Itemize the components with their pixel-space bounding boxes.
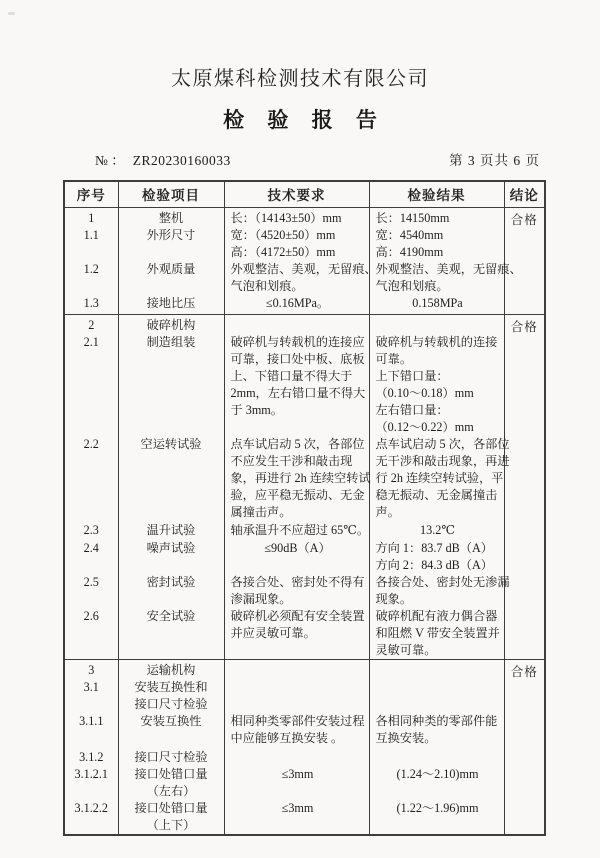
- seq-cell: [64, 574, 118, 608]
- cell-line: 3.1: [83, 680, 99, 694]
- result-cell: [369, 800, 504, 835]
- column-header: 序号: [64, 181, 118, 207]
- item-cell: [118, 749, 224, 766]
- seq-cell: [64, 660, 118, 680]
- cell-line: 上下错口量：: [375, 369, 449, 383]
- cell-line: (1.24～2.10)mm: [396, 767, 479, 781]
- seq-cell: [64, 227, 118, 244]
- requirement-cell: [224, 713, 369, 749]
- table-row: [64, 334, 545, 436]
- cell-line: 整机: [158, 210, 184, 225]
- result-cell: [369, 766, 504, 800]
- cell-line: ≤0.16MPa。: [265, 295, 330, 310]
- cell-line: 2.1: [83, 335, 99, 349]
- result-cell: [369, 207, 504, 227]
- cell-line: 1.1: [83, 227, 99, 242]
- table-row: [64, 766, 545, 800]
- table-row: [64, 227, 545, 244]
- cell-line: 外观整洁、美观，无留痕、: [230, 261, 377, 276]
- report-title: 检 验 报 告: [223, 108, 386, 132]
- cell-line: 接口处错口量: [134, 801, 208, 815]
- table-row: [64, 800, 545, 835]
- result-cell: [369, 315, 504, 335]
- conclusion-cell: 合格: [504, 660, 545, 836]
- cell-line: 轴承温升不应超过 65℃。: [230, 523, 370, 537]
- requirement-cell: [224, 608, 369, 660]
- item-cell: [118, 679, 224, 713]
- item-cell: [118, 800, 224, 835]
- cell-line: 1.2: [83, 261, 99, 276]
- inspection-table: [63, 180, 546, 836]
- seq-cell: [64, 679, 118, 713]
- seq-cell: [64, 436, 118, 522]
- seq-cell: [64, 207, 118, 227]
- cell-line: 破碎机配有液力偶合器: [375, 609, 498, 623]
- item-cell: [118, 713, 224, 749]
- cell-line: 高：4190mm: [375, 244, 444, 259]
- seq-cell: [64, 261, 118, 295]
- column-header: 结论: [504, 181, 545, 207]
- cell-line: 于 3mm。: [230, 403, 283, 417]
- table-row: [64, 749, 545, 766]
- result-cell: [369, 227, 504, 244]
- cell-line: 制造组装: [146, 335, 196, 349]
- report-number: [95, 149, 231, 169]
- requirement-cell: [224, 540, 369, 574]
- cell-line: ≤3mm: [281, 767, 314, 781]
- cell-line: 左右错口量：: [375, 403, 449, 417]
- cell-line: 2.2: [83, 437, 99, 451]
- cell-line: 点车试启动 5 次，各部位: [230, 437, 365, 451]
- column-header: 检验结果: [369, 181, 504, 207]
- requirement-cell: [224, 261, 377, 295]
- cell-line: 属撞击声。: [230, 505, 292, 519]
- cell-line: 3.1.2: [79, 750, 104, 764]
- item-cell: [118, 660, 224, 680]
- cell-line: 象，再进行 2h 连续空转试: [230, 471, 371, 485]
- seq-cell: [64, 749, 118, 766]
- requirement-cell: [224, 679, 369, 713]
- cell-line: 各接合处、密封处不得有: [230, 575, 365, 589]
- cell-line: 2.3: [83, 523, 99, 537]
- cell-line: 3.1.1: [79, 714, 104, 728]
- cell-line: 气泡和划痕。: [375, 278, 449, 293]
- cell-line: 2.6: [83, 609, 99, 623]
- cell-line: 破碎机与转载机的连接: [375, 335, 498, 349]
- cell-line: 方向 1：83.7 dB（A）: [375, 541, 493, 555]
- item-cell: [118, 334, 224, 436]
- cell-line: 外观质量: [146, 261, 196, 276]
- report-meta: [0, 149, 600, 169]
- cell-line: 接口尺寸检验: [134, 750, 208, 764]
- cell-line: 验，应平稳无振动、无金: [230, 488, 365, 502]
- cell-line: 并应灵敏可靠。: [230, 626, 316, 640]
- cell-line: 接地比压: [146, 295, 196, 310]
- table-wrap: [63, 180, 600, 836]
- table-row: [64, 295, 545, 315]
- table-row: [64, 244, 545, 261]
- item-cell: [118, 295, 224, 315]
- cell-line: 渗漏现象。: [230, 592, 292, 606]
- table-row: [64, 315, 545, 335]
- requirement-cell: [224, 574, 369, 608]
- cell-line: 不应发生干涉和敲击现: [230, 454, 353, 468]
- cell-line: 2: [88, 318, 95, 332]
- requirement-cell: [224, 315, 369, 335]
- item-cell: [118, 244, 224, 261]
- result-cell: [369, 749, 504, 766]
- cell-line: 空运转试验: [140, 437, 202, 451]
- requirement-cell: [224, 295, 369, 315]
- result-cell: [369, 660, 504, 680]
- requirement-cell: [224, 244, 369, 261]
- cell-line: 长：（14143±50）mm: [230, 210, 342, 225]
- cell-line: 3: [88, 663, 95, 677]
- cell-line: 外观整洁、美观，无留痕、: [375, 261, 522, 276]
- table-row: [64, 207, 545, 227]
- result-cell: [369, 295, 504, 315]
- cell-line: 气泡和划痕。: [230, 278, 304, 293]
- cell-line: 3.1.2.1: [74, 767, 108, 781]
- item-cell: [118, 436, 224, 522]
- cell-line: 1: [88, 210, 95, 225]
- table-row: [64, 713, 545, 749]
- result-cell: [369, 334, 504, 436]
- requirement-cell: [224, 660, 369, 680]
- requirement-cell: [224, 766, 369, 800]
- requirement-cell: [224, 207, 369, 227]
- item-cell: [118, 608, 224, 660]
- seq-cell: [64, 766, 118, 800]
- cell-line: 接口处错口量: [134, 767, 208, 781]
- cell-line: 稳无振动、无金属撞击: [375, 488, 498, 502]
- cell-line: 破碎机与转载机的连接应: [230, 335, 365, 349]
- requirement-cell: [224, 800, 369, 835]
- cell-line: 和阻燃 V 带安全装置并: [375, 626, 500, 640]
- header-row: [64, 181, 545, 207]
- cell-line: 安装互换性和: [134, 680, 208, 694]
- item-cell: [118, 207, 224, 227]
- cell-line: 宽：4540mm: [375, 227, 444, 242]
- item-cell: [118, 261, 224, 295]
- seq-cell: [64, 800, 118, 835]
- item-cell: [118, 227, 224, 244]
- cell-line: 接口尺寸检验: [134, 697, 208, 711]
- cell-line: 安全试验: [146, 609, 196, 623]
- result-cell: [369, 574, 510, 608]
- seq-cell: [64, 713, 118, 749]
- report-number-value: ZR20230160033: [132, 153, 231, 168]
- result-cell: [369, 244, 504, 261]
- table-row: [64, 660, 545, 680]
- seq-cell: [64, 540, 118, 574]
- cell-line: 声。: [375, 505, 400, 519]
- company-name: 太原煤科检测技术有限公司: [171, 68, 429, 90]
- cell-line: 13.2℃: [420, 523, 455, 537]
- seq-cell: [64, 334, 118, 436]
- report-number-label: № ：: [95, 153, 125, 168]
- cell-line: ≤3mm: [281, 801, 314, 815]
- cell-line: 外形尺寸: [146, 227, 196, 242]
- seq-cell: [64, 295, 118, 315]
- result-cell: [369, 436, 510, 522]
- table-row: [64, 608, 545, 660]
- table-row: [64, 261, 545, 295]
- column-header: 技术要求: [224, 181, 369, 207]
- cell-line: 破碎机必须配有安全装置: [230, 609, 365, 623]
- item-cell: [118, 766, 224, 800]
- cell-line: 灵敏可靠。: [375, 643, 437, 657]
- cell-line: 2.5: [83, 575, 99, 589]
- item-cell: [118, 315, 224, 335]
- cell-line: 可靠。: [375, 352, 413, 366]
- cell-line: （上下）: [146, 818, 196, 832]
- table-row: [64, 679, 545, 713]
- cell-line: （0.10～0.18）mm: [375, 386, 474, 400]
- seq-cell: [64, 244, 118, 261]
- cell-line: 0.158MPa: [412, 295, 463, 310]
- table-row: [64, 540, 545, 574]
- result-cell: [369, 522, 504, 540]
- cell-line: 行 2h 连续空转试验，平: [375, 471, 504, 485]
- cell-line: 现象。: [375, 592, 413, 606]
- table-header: [64, 181, 545, 207]
- result-cell: [369, 540, 504, 574]
- requirement-cell: [224, 436, 369, 522]
- cell-line: 宽：（4520±50）mm: [230, 227, 336, 242]
- result-cell: [369, 261, 522, 295]
- cell-line: 点车试启动 5 次，各部位: [375, 437, 510, 451]
- scan-artifact: [8, 12, 15, 15]
- requirement-cell: [224, 749, 369, 766]
- cell-line: (1.22～1.96)mm: [396, 801, 479, 815]
- cell-line: 各接合处、密封处无渗漏: [375, 575, 510, 589]
- cell-line: 各相同种类的零部件能: [375, 714, 498, 728]
- table-row: [64, 522, 545, 540]
- cell-line: 噪声试验: [146, 541, 196, 555]
- result-cell: [369, 679, 504, 713]
- column-header: 检验项目: [118, 181, 224, 207]
- page-indicator: 第 3 页共 6 页: [449, 153, 540, 168]
- requirement-cell: [224, 334, 369, 436]
- cell-line: 密封试验: [146, 575, 196, 589]
- cell-line: （左右）: [146, 784, 196, 798]
- cell-line: （0.12～0.22）mm: [375, 420, 474, 434]
- seq-cell: [64, 315, 118, 335]
- cell-line: 方向 2：84.3 dB（A）: [375, 558, 493, 572]
- result-cell: [369, 608, 504, 660]
- cell-line: 高：（4172±50）mm: [230, 244, 336, 259]
- cell-line: 破碎机构: [146, 318, 196, 332]
- cell-line: 3.1.2.2: [74, 801, 108, 815]
- seq-cell: [64, 608, 118, 660]
- cell-line: 2mm，左右错口量不得大: [230, 386, 366, 400]
- cell-line: 上、下错口量不得大于: [230, 369, 353, 383]
- conclusion-cell: 合格: [504, 315, 545, 660]
- cell-line: ≤90dB（A）: [264, 541, 331, 555]
- item-cell: [118, 522, 224, 540]
- table-row: [64, 436, 545, 522]
- cell-line: 长：14150mm: [375, 210, 450, 225]
- conclusion-cell: 合格: [504, 207, 545, 315]
- cell-line: 2.4: [83, 541, 99, 555]
- result-cell: [369, 713, 504, 749]
- cell-line: 1.3: [83, 295, 99, 310]
- cell-line: 温升试验: [146, 523, 196, 537]
- requirement-cell: [224, 522, 369, 540]
- table-row: [64, 574, 545, 608]
- table-body: [64, 207, 545, 835]
- cell-line: 可靠，接口处中板、底板: [230, 352, 365, 366]
- cell-line: 运输机构: [146, 663, 196, 677]
- item-cell: [118, 574, 224, 608]
- seq-cell: [64, 522, 118, 540]
- cell-line: 互换安装。: [375, 731, 437, 745]
- cell-line: 中应能够互换安装 。: [230, 731, 344, 745]
- requirement-cell: [224, 227, 369, 244]
- cell-line: 无干涉和敲击现象，再进: [375, 454, 510, 468]
- item-cell: [118, 540, 224, 574]
- cell-line: 安装互换性: [140, 714, 202, 728]
- cell-line: 相同种类零部件安装过程: [230, 714, 365, 728]
